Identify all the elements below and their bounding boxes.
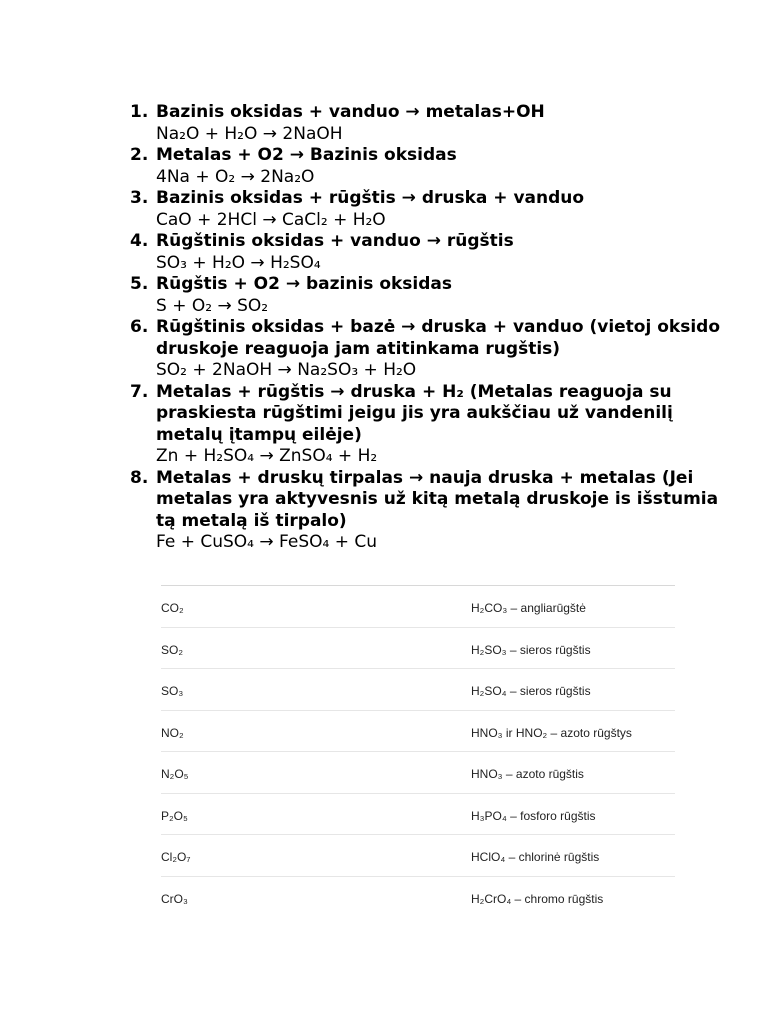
rule-item	[130, 382, 742, 468]
oxide-acid-table	[161, 585, 675, 917]
acid-cell: HNO₃ ir HNO₂ – azoto rūgštys	[471, 725, 632, 740]
table-row	[161, 877, 675, 918]
rule-equation: Fe + CuSO₄ → FeSO₄ + Cu	[156, 532, 378, 552]
table-row	[161, 669, 675, 711]
rule-heading: Rūgštinis oksidas + vanduo → rūgštis	[156, 231, 514, 251]
acid-cell: H₂SO₃ – sieros rūgštis	[471, 642, 591, 657]
rule-item	[130, 188, 742, 231]
table-row	[161, 835, 675, 877]
rule-equation: S + O₂ → SO₂	[156, 295, 269, 316]
table-row	[161, 628, 675, 670]
acid-cell: H₃PO₄ – fosforo rūgštis	[471, 808, 596, 823]
oxide-cell: CO₂	[161, 601, 184, 615]
acid-cell: H₂SO₄ – sieros rūgštis	[471, 684, 591, 698]
rule-heading: Rūgštinis oksidas + bazė → druska + vanduo (vietoj oksido druskoje reaguoja jam atitinkama rugštis)	[156, 317, 721, 359]
rule-number: 7.	[130, 381, 149, 402]
rule-heading: Bazinis oksidas + vanduo → metalas+OH	[156, 102, 545, 122]
rule-item	[130, 317, 742, 382]
acid-cell: HClO₄ – chlorinė rūgštis	[471, 850, 600, 864]
rule-number: 3.	[130, 188, 149, 208]
reaction-rules-list	[130, 102, 742, 554]
rule-item	[130, 231, 742, 274]
rule-equation: SO₂ + 2NaOH → Na₂SO₃ + H₂O	[156, 360, 417, 380]
oxide-cell: NO₂	[161, 725, 184, 740]
rule-heading: Metalas + O2 → Bazinis oksidas	[156, 145, 457, 165]
table-row	[161, 794, 675, 836]
rule-number: 2.	[130, 145, 149, 165]
rule-number: 6.	[130, 317, 149, 337]
rule-equation: CaO + 2HCl → CaCl₂ + H₂O	[156, 209, 386, 230]
oxide-cell: SO₂	[161, 642, 183, 657]
rule-equation: 4Na + O₂ → 2Na₂O	[156, 166, 315, 187]
oxide-cell: N₂O₅	[161, 767, 189, 781]
rule-item	[130, 468, 742, 554]
table-row	[161, 586, 675, 628]
rule-heading: Metalas + rūgštis → druska + H₂ (Metalas reaguoja su praskiesta rūgštimi jeigu jis yra aukščiau už vandenilį metalų įtampų eilėje)	[156, 381, 673, 445]
table-row	[161, 752, 675, 794]
acid-cell: H₂CrO₄ – chromo rūgštis	[471, 891, 604, 906]
acid-cell: HNO₃ – azoto rūgštis	[471, 767, 584, 781]
rule-item	[130, 102, 742, 145]
rule-heading: Metalas + druskų tirpalas → nauja druska + metalas (Jei metalas yra aktyvesnis už kitą metalą druskoje is išstumia tą metalą iš tirpalo)	[156, 467, 719, 531]
rule-equation: Na₂O + H₂O → 2NaOH	[156, 123, 343, 144]
rule-equation: Zn + H₂SO₄ → ZnSO₄ + H₂	[156, 446, 378, 466]
rule-equation: SO₃ + H₂O → H₂SO₄	[156, 252, 321, 273]
oxide-cell: SO₃	[161, 684, 184, 698]
rule-item	[130, 274, 742, 317]
rule-heading: Bazinis oksidas + rūgštis → druska + vanduo	[156, 188, 585, 208]
oxide-cell: CrO₃	[161, 891, 188, 906]
oxide-cell: Cl₂O₇	[161, 850, 191, 864]
acid-cell: H₂CO₃ – angliarūgštė	[471, 601, 586, 615]
rule-number: 1.	[130, 102, 149, 122]
rule-number: 8.	[130, 467, 149, 488]
rule-number: 4.	[130, 231, 149, 251]
rule-number: 5.	[130, 274, 149, 294]
oxide-cell: P₂O₅	[161, 808, 188, 823]
rule-heading: Rūgštis + O2 → bazinis oksidas	[156, 274, 453, 294]
table-row	[161, 711, 675, 753]
rule-item	[130, 145, 742, 188]
